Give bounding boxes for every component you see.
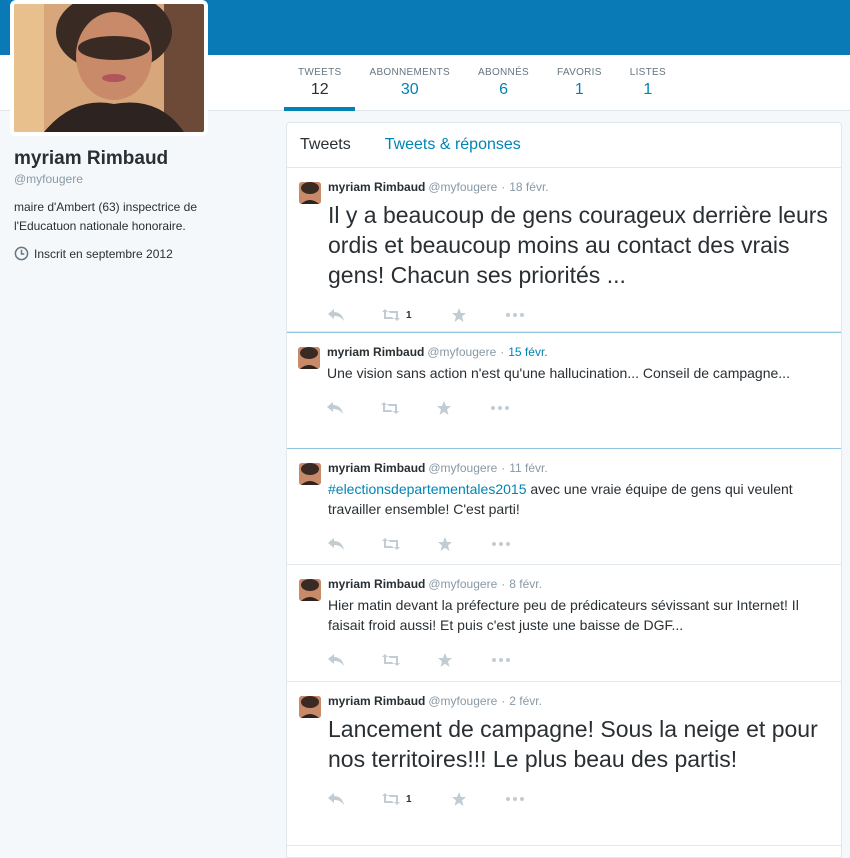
retweet-button[interactable] bbox=[382, 654, 438, 666]
tweet-author-name[interactable]: myriam Rimbaud bbox=[328, 180, 426, 194]
retweet-button[interactable] bbox=[382, 538, 438, 550]
tweet-separator: · bbox=[500, 345, 505, 359]
reply-icon bbox=[328, 538, 344, 550]
more-icon bbox=[491, 406, 509, 410]
tweet-text-body: avec une vraie équipe de gens qui veulent travailler ensemble! C'est parti! bbox=[328, 481, 793, 517]
more-icon bbox=[506, 797, 524, 801]
favorite-button[interactable] bbox=[452, 308, 506, 322]
retweet-button[interactable] bbox=[382, 309, 452, 321]
retweet-icon bbox=[381, 402, 399, 414]
tweet-text: Il y a beaucoup de gens courageux derrière leurs ordis et beaucoup moins au contact des vrais gens! Chacun ses priorités ... bbox=[328, 202, 828, 288]
tweet-text: Lancement de campagne! Sous la neige et pour nos territoires!!! Le plus beau des partis! bbox=[328, 716, 818, 772]
stat-label: TWEETS bbox=[298, 67, 342, 78]
tweet[interactable] bbox=[287, 565, 841, 682]
tweet-separator: · bbox=[501, 461, 506, 475]
stat-abonnes[interactable] bbox=[464, 55, 543, 111]
more-button[interactable] bbox=[491, 406, 509, 410]
tweet-avatar[interactable] bbox=[299, 463, 321, 485]
tab-tweets[interactable]: Tweets bbox=[300, 136, 351, 153]
favorite-icon bbox=[452, 308, 466, 322]
tweet-actions bbox=[327, 391, 831, 425]
tweet-header bbox=[328, 577, 829, 591]
retweet-button[interactable] bbox=[381, 402, 437, 414]
tweet-header bbox=[328, 180, 829, 194]
retweet-icon bbox=[382, 309, 400, 321]
tweet-avatar[interactable] bbox=[299, 696, 321, 718]
more-icon bbox=[506, 313, 524, 317]
favorite-button[interactable] bbox=[438, 537, 492, 551]
tweet-separator: · bbox=[501, 180, 506, 194]
tweet-date[interactable]: 18 févr. bbox=[509, 180, 549, 194]
reply-icon bbox=[327, 402, 343, 414]
more-icon bbox=[492, 658, 510, 662]
stat-value: 6 bbox=[499, 81, 508, 98]
favorite-button[interactable] bbox=[438, 653, 492, 667]
tweet-date[interactable]: 11 févr. bbox=[509, 461, 548, 475]
stat-favoris[interactable] bbox=[543, 55, 616, 111]
stat-abonnements[interactable] bbox=[355, 55, 464, 111]
retweet-icon bbox=[382, 538, 400, 550]
stat-label: FAVORIS bbox=[557, 67, 602, 78]
tweet-header bbox=[327, 345, 831, 359]
timeline bbox=[286, 122, 842, 858]
favorite-icon bbox=[438, 537, 452, 551]
reply-button[interactable] bbox=[328, 654, 382, 666]
tweet-separator: · bbox=[501, 694, 506, 708]
favorite-icon bbox=[437, 401, 451, 415]
tweet-author-handle[interactable]: @myfougere bbox=[428, 180, 498, 194]
reply-button[interactable] bbox=[328, 309, 382, 321]
reply-icon bbox=[328, 309, 344, 321]
retweet-icon bbox=[382, 793, 400, 805]
stat-value: 1 bbox=[574, 81, 584, 98]
stat-label: LISTES bbox=[629, 67, 666, 78]
stat-value: 30 bbox=[400, 81, 419, 98]
stat-value: 1 bbox=[643, 81, 653, 98]
more-icon bbox=[492, 542, 510, 546]
tweet-author-name[interactable]: myriam Rimbaud bbox=[327, 345, 425, 359]
tweet-actions bbox=[328, 527, 829, 561]
profile-avatar[interactable] bbox=[10, 0, 208, 136]
favorite-button[interactable] bbox=[437, 401, 491, 415]
tweet-author-handle[interactable]: @myfougere bbox=[427, 345, 497, 359]
tweet-author-handle[interactable]: @myfougere bbox=[428, 694, 498, 708]
tweet-date[interactable]: 2 févr. bbox=[509, 694, 542, 708]
retweet-button[interactable] bbox=[382, 793, 452, 805]
clock-icon bbox=[14, 246, 29, 261]
tab-tweets-replies[interactable]: Tweets & réponses bbox=[384, 136, 521, 153]
profile-name[interactable]: myriam Rimbaud bbox=[14, 148, 169, 169]
timeline-tabs bbox=[287, 123, 841, 168]
tweet-selected[interactable] bbox=[286, 332, 842, 449]
tweet[interactable] bbox=[287, 168, 841, 332]
tweet-header bbox=[328, 694, 829, 708]
tweet[interactable] bbox=[287, 449, 841, 565]
profile-stats bbox=[284, 55, 680, 111]
tweet-avatar[interactable] bbox=[299, 579, 321, 601]
tweet-text: Une vision sans action n'est qu'une hallucination... Conseil de campagne... bbox=[327, 365, 790, 381]
more-button[interactable] bbox=[492, 658, 510, 662]
tweet-actions bbox=[328, 643, 829, 677]
profile-joined-text: Inscrit en septembre 2012 bbox=[34, 246, 173, 261]
tweet-header bbox=[328, 461, 829, 475]
reply-icon bbox=[328, 654, 344, 666]
reply-button[interactable] bbox=[328, 538, 382, 550]
tweet-author-name[interactable]: myriam Rimbaud bbox=[328, 461, 426, 475]
stat-label: ABONNÉS bbox=[478, 67, 530, 78]
retweet-count: 1 bbox=[406, 309, 412, 321]
tweet[interactable] bbox=[287, 682, 841, 846]
stat-listes[interactable] bbox=[616, 55, 680, 111]
profile-handle[interactable]: @myfougere bbox=[14, 172, 83, 186]
retweet-icon bbox=[382, 654, 400, 666]
more-button[interactable] bbox=[492, 542, 510, 546]
reply-icon bbox=[328, 793, 344, 805]
favorite-icon bbox=[452, 792, 466, 806]
profile-joined-row bbox=[14, 246, 244, 261]
tweet-text bbox=[328, 479, 829, 519]
tweet-author-name[interactable]: myriam Rimbaud bbox=[328, 694, 426, 708]
profile-bio: maire d'Ambert (63) inspectrice de l'Educatuon nationale honoraire. bbox=[14, 200, 198, 233]
profile-photo-image bbox=[14, 4, 204, 132]
tweet-date[interactable]: 15 févr. bbox=[508, 345, 548, 359]
reply-button[interactable] bbox=[327, 402, 381, 414]
more-button[interactable] bbox=[506, 313, 524, 317]
stat-tweets[interactable] bbox=[284, 55, 355, 111]
stat-value: 12 bbox=[310, 81, 329, 98]
favorite-icon bbox=[438, 653, 452, 667]
tweet-avatar[interactable] bbox=[299, 182, 321, 204]
stat-label: ABONNEMENTS bbox=[369, 67, 451, 78]
tweet-author-handle[interactable]: @myfougere bbox=[428, 577, 498, 591]
tweet-avatar[interactable] bbox=[298, 347, 320, 369]
tweet-author-name[interactable]: myriam Rimbaud bbox=[328, 577, 426, 591]
tweet-actions bbox=[328, 298, 829, 332]
profile-card bbox=[14, 148, 244, 261]
tweet-text: Hier matin devant la préfecture peu de prédicateurs sévissant sur Internet! Il faisait froid aussi! Et puis c'est juste une baisse de DGF... bbox=[328, 597, 799, 633]
tweet-author-handle[interactable]: @myfougere bbox=[428, 461, 498, 475]
hashtag-link[interactable]: #electionsdepartementales2015 bbox=[328, 481, 527, 497]
reply-button[interactable] bbox=[328, 793, 382, 805]
tweet-separator: · bbox=[501, 577, 506, 591]
favorite-button[interactable] bbox=[452, 792, 506, 806]
tweet-actions bbox=[328, 782, 829, 816]
tweet-date[interactable]: 8 févr. bbox=[509, 577, 542, 591]
retweet-count: 1 bbox=[406, 793, 412, 805]
more-button[interactable] bbox=[506, 797, 524, 801]
